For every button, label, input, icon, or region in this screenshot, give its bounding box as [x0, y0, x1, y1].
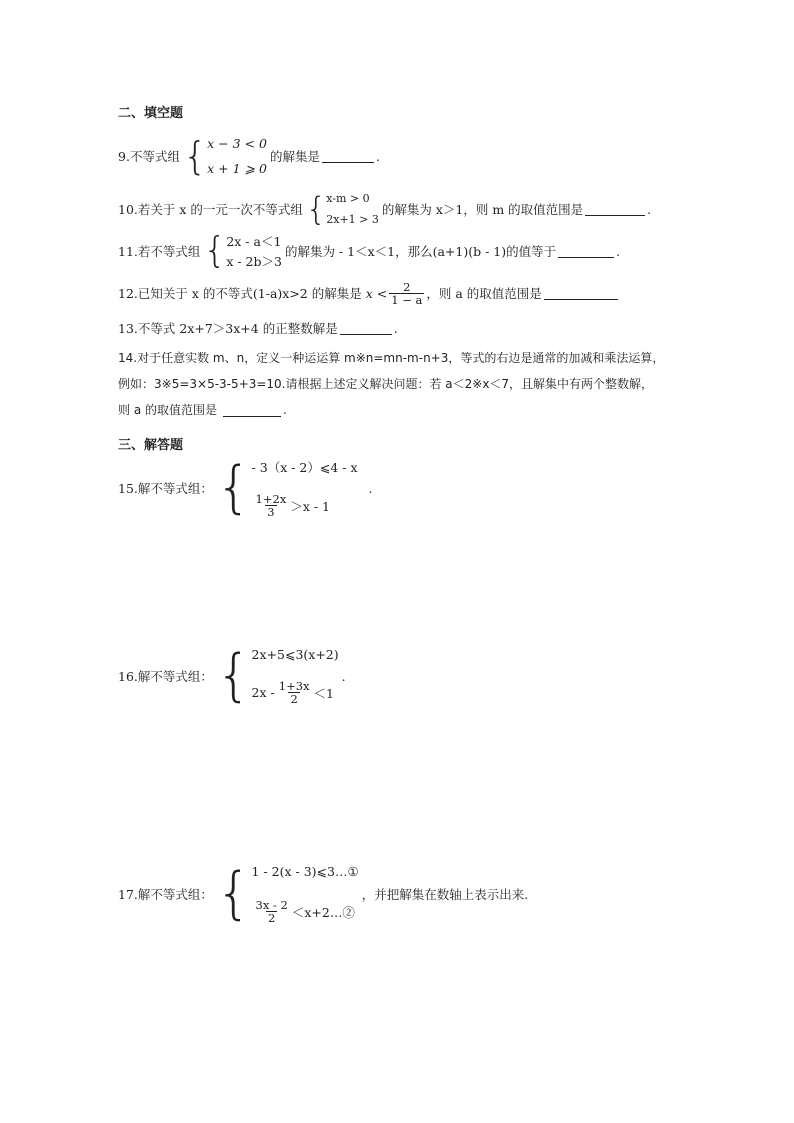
answer-blank [585, 203, 645, 216]
answer-blank [544, 287, 618, 300]
question-10 [118, 190, 651, 228]
answer-blank [322, 150, 374, 163]
fraction [389, 281, 424, 306]
question-end: . [341, 668, 346, 684]
answer-blank [340, 322, 392, 335]
question-text: 的解集是 [269, 149, 320, 164]
question-number: 12. [118, 285, 138, 301]
system-line-1: 2x - a＜1 [226, 234, 282, 249]
question-end: . [616, 243, 621, 259]
question-number: 9. [118, 148, 130, 164]
question-text: 若不等式组 [137, 244, 201, 259]
answer-blank [223, 404, 281, 417]
fraction-numerator: 3x - 2 [255, 898, 288, 912]
system-line-2: 2x+1 > 3 [326, 213, 379, 226]
question-text-line-2: 例如：3※5=3×5-3-5+3=10.请根据上述定义解决问题：若 a＜2※x＜7，且解集中有两个整数解， [118, 377, 654, 391]
system-line-1: x − 3 < 0 [207, 136, 267, 151]
inequality-lhs: x < [365, 285, 388, 301]
fraction-numerator: 2 [403, 279, 411, 294]
question-text: ，则 a 的取值范围是 [426, 286, 542, 301]
brace-icon: { [215, 455, 252, 520]
section-heading-answers: 三、解答题 [118, 438, 184, 453]
system-line-1: 2x+5⩽3(x+2) [251, 647, 339, 662]
question-text: ，并把解集在数轴上表示出来. [361, 887, 529, 902]
question-number: 17. [118, 886, 138, 902]
question-end: . [647, 201, 652, 217]
question-end: . [368, 480, 373, 496]
question-text: 解不等式组： [137, 669, 213, 684]
system-line-2: x + 1 ⩾ 0 [207, 161, 267, 176]
brace-icon: { [305, 190, 327, 228]
question-text: 解不等式组： [137, 481, 213, 496]
question-text: 的解集为 x＞1，则 m 的取值范围是 [381, 202, 584, 217]
inequality-system [215, 861, 359, 926]
question-number: 13. [118, 320, 138, 336]
question-number: 10. [118, 201, 138, 217]
brace-icon: { [215, 643, 252, 708]
brace-icon: { [182, 134, 208, 178]
inequality-system [183, 136, 267, 176]
question-number: 11. [118, 243, 138, 259]
question-9 [118, 134, 380, 178]
inequality-lhs: 2x - [251, 685, 275, 700]
question-number: 16. [118, 668, 138, 684]
question-text: 解不等式组： [137, 887, 213, 902]
fraction-denominator: 2 [268, 911, 276, 925]
system-line-1: 1 - 2(x - 3)⩽3…① [251, 864, 359, 879]
question-text: 不等式 2x+7＞3x+4 的正整数解是 [137, 321, 338, 336]
question-end: . [375, 148, 380, 164]
system-line-2 [252, 680, 339, 705]
question-16 [118, 645, 346, 707]
system-line-2 [252, 493, 358, 518]
question-text: 若关于 x 的一元一次不等式组 [137, 202, 303, 217]
question-text-line-1: 对于任意实数 m、n，定义一种运运算 m※n=mn-m-n+3，等式的右边是通常的加减和乘法运算， [137, 351, 665, 365]
inequality-rhs: ＞x - 1 [290, 498, 330, 514]
question-number: 15. [118, 480, 138, 496]
question-text: 已知关于 x 的不等式(1-a)x>2 的解集是 [137, 286, 362, 301]
question-end: . [282, 403, 287, 417]
fraction-numerator: 1+3x [278, 679, 310, 693]
fraction-denominator: 2 [290, 692, 298, 706]
inequality-system [203, 232, 282, 270]
question-17 [118, 862, 528, 926]
inequality-rhs: ＜x+2…② [291, 904, 355, 920]
question-12 [118, 276, 620, 310]
question-13 [118, 318, 398, 338]
inequality-system [215, 643, 339, 708]
system-line-1: x-m > 0 [326, 192, 370, 205]
question-text: 不等式组 [129, 149, 180, 164]
question-11 [118, 230, 620, 272]
system-line-1: - 3（x - 2）⩽4 - x [251, 460, 358, 475]
inequality-rhs: ＜1 [313, 685, 334, 701]
section-heading-fill-in: 二、填空题 [118, 106, 184, 121]
fraction-denominator: 1 − a [391, 292, 423, 307]
inequality-system [306, 192, 379, 226]
question-text: 的解集为 - 1＜x＜1，那么(a+1)(b - 1)的值等于 [284, 244, 557, 259]
brace-icon: { [203, 230, 227, 271]
question-end: . [393, 320, 398, 336]
fraction-denominator: 3 [267, 505, 275, 519]
system-line-2: x - 2b＞3 [226, 254, 282, 269]
fraction-numerator: 1+2x [255, 492, 287, 506]
inequality-system [215, 455, 358, 520]
question-number: 14. [118, 351, 138, 365]
brace-icon: { [215, 861, 252, 926]
question-15 [118, 456, 373, 520]
question-text-line-3: 则 a 的取值范围是 [118, 403, 217, 417]
answer-blank [558, 245, 614, 258]
question-14 [118, 345, 664, 423]
system-line-2 [252, 899, 359, 924]
